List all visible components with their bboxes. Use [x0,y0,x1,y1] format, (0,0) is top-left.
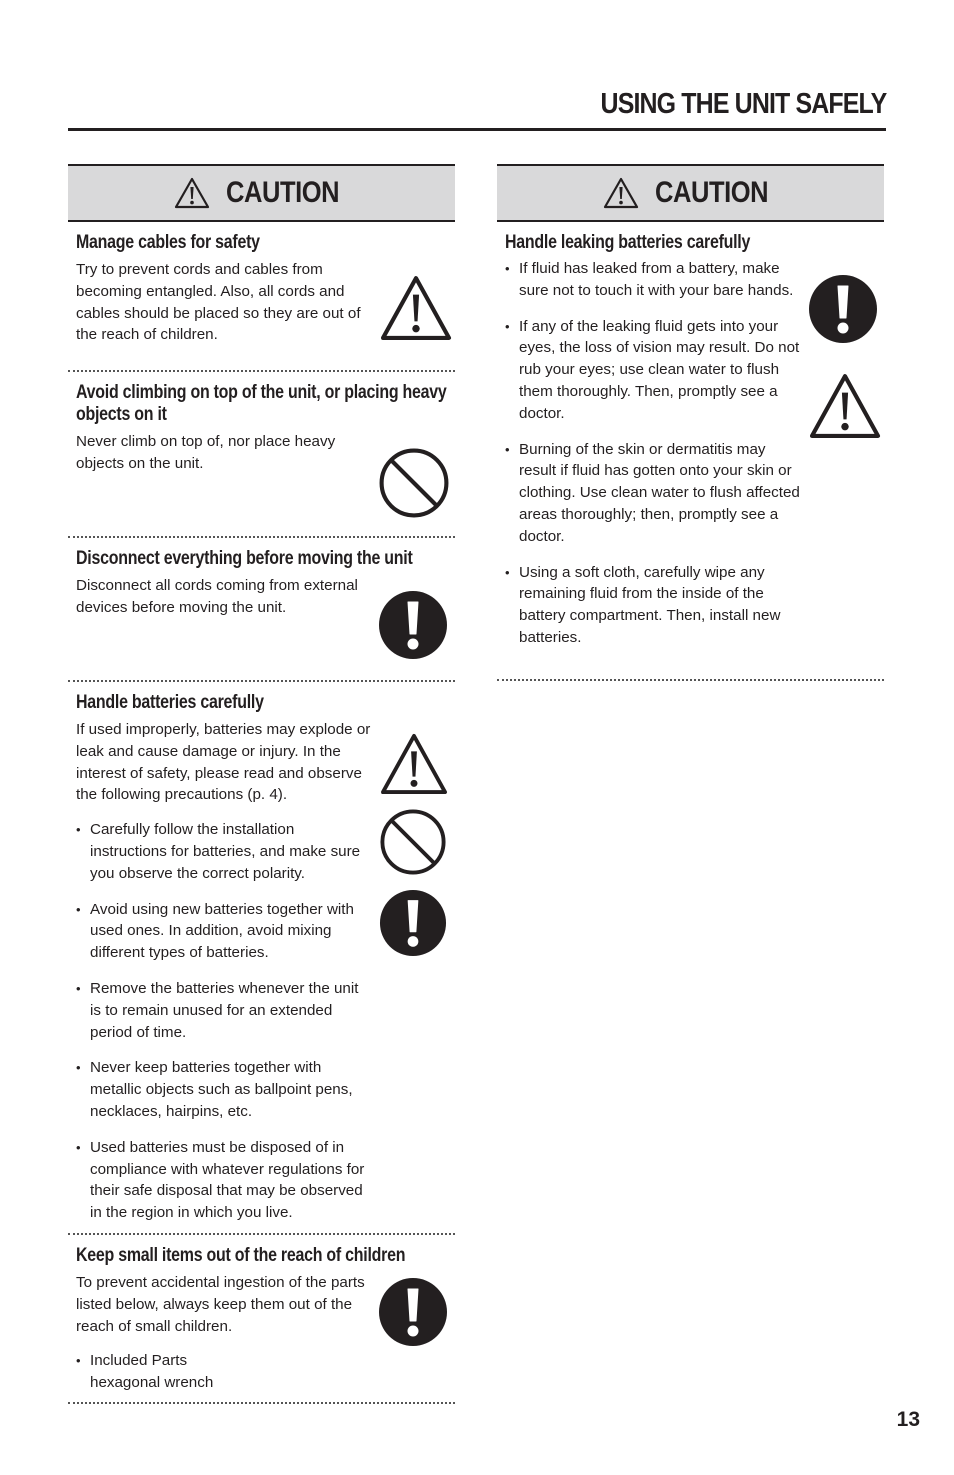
section-title: Avoid climbing on top of the unit, or placing heavy objects on it [76,382,447,425]
caution-title: CAUTION [654,176,769,209]
mandatory-action-icon [808,274,878,344]
list-item: • If any of the leaking fluid gets into your eyes, the loss of vision may result. Do not rub your eyes; use clean water to flush them thoroughly. Then, promptly see a doctor. [505,316,802,425]
left-caution-column [68,164,455,1404]
section-body: Disconnect all cords coming from external devices before moving the unit. [76,577,358,616]
section-avoid-climbing [68,372,455,538]
list-item: • Using a soft cloth, carefully wipe any remaining fluid from the inside of the battery compartment. Then, install new batteries. [505,562,802,649]
mandatory-action-icon [378,1277,448,1347]
list-item: • If fluid has leaked from a battery, make sure not to touch it with your bare hands. [505,258,802,302]
list-item: • Never keep batteries together with metallic objects such as ballpoint pens, necklaces, hairpins, etc. [76,1057,373,1122]
section-body: Try to prevent cords and cables from becoming entangled. Also, all cords and cables should be placed so they are out of the reach of children. [76,261,361,344]
page-number: 13 [896,1408,920,1431]
warning-triangle-icon [807,372,883,440]
section-title: Disconnect everything before moving the unit [76,548,413,569]
section-title: Keep small items out of the reach of children [76,1245,406,1266]
list-item [76,1350,373,1394]
list-item: • Avoid using new batteries together with used ones. In addition, avoid mixing different types of batteries. [76,899,373,964]
page-title: USING THE UNIT SAFELY [600,88,886,120]
list-item-label: Included Parts [90,1352,188,1370]
warning-triangle-icon [378,732,450,796]
section-handle-batteries [68,682,455,1235]
warning-triangle-icon [378,274,454,342]
section-body: Never climb on top of, nor place heavy objects on the unit. [76,433,336,472]
section-disconnect [68,538,455,682]
warning-triangle-icon [174,177,210,209]
caution-banner [497,164,884,222]
section-small-items [68,1235,455,1404]
list-item-detail: hexagonal wrench [90,1374,214,1392]
section-body: If used improperly, batteries may explode or leak and cause damage or injury. In the interest of safety, please read and observe the following precautions (p. 4). [76,721,371,804]
warning-triangle-icon [603,177,639,209]
prohibited-icon [379,808,447,876]
list-item: • Remove the batteries whenever the unit is to remain unused for an extended period of time. [76,978,373,1043]
section-leaking-batteries [497,222,884,681]
battery-precautions-list [76,819,447,1224]
section-body: To prevent accidental ingestion of the parts listed below, always keep them out of the reach of small children. [76,1274,365,1335]
right-caution-column [497,164,884,681]
included-parts-list [76,1350,447,1394]
caution-title: CAUTION [225,176,340,209]
page-header [68,88,886,131]
list-item: • Burning of the skin or dermatitis may result if fluid has gotten onto your skin or clothing. Use clean water to flush affected areas thoroughly; then, promptly see a doctor. [505,439,802,548]
section-manage-cables [68,222,455,372]
section-title: Manage cables for safety [76,232,260,253]
mandatory-action-icon [379,889,447,957]
section-title: Handle leaking batteries carefully [505,232,751,253]
list-item: • Used batteries must be disposed of in compliance with whatever regulations for their safe disposal that may be observed in the region in which you live. [76,1137,373,1224]
caution-banner [68,164,455,222]
prohibited-icon [378,447,450,519]
mandatory-action-icon [378,590,448,660]
section-title: Handle batteries carefully [76,692,264,713]
list-item: • Carefully follow the installation instructions for batteries, and make sure you observe the correct polarity. [76,819,373,884]
